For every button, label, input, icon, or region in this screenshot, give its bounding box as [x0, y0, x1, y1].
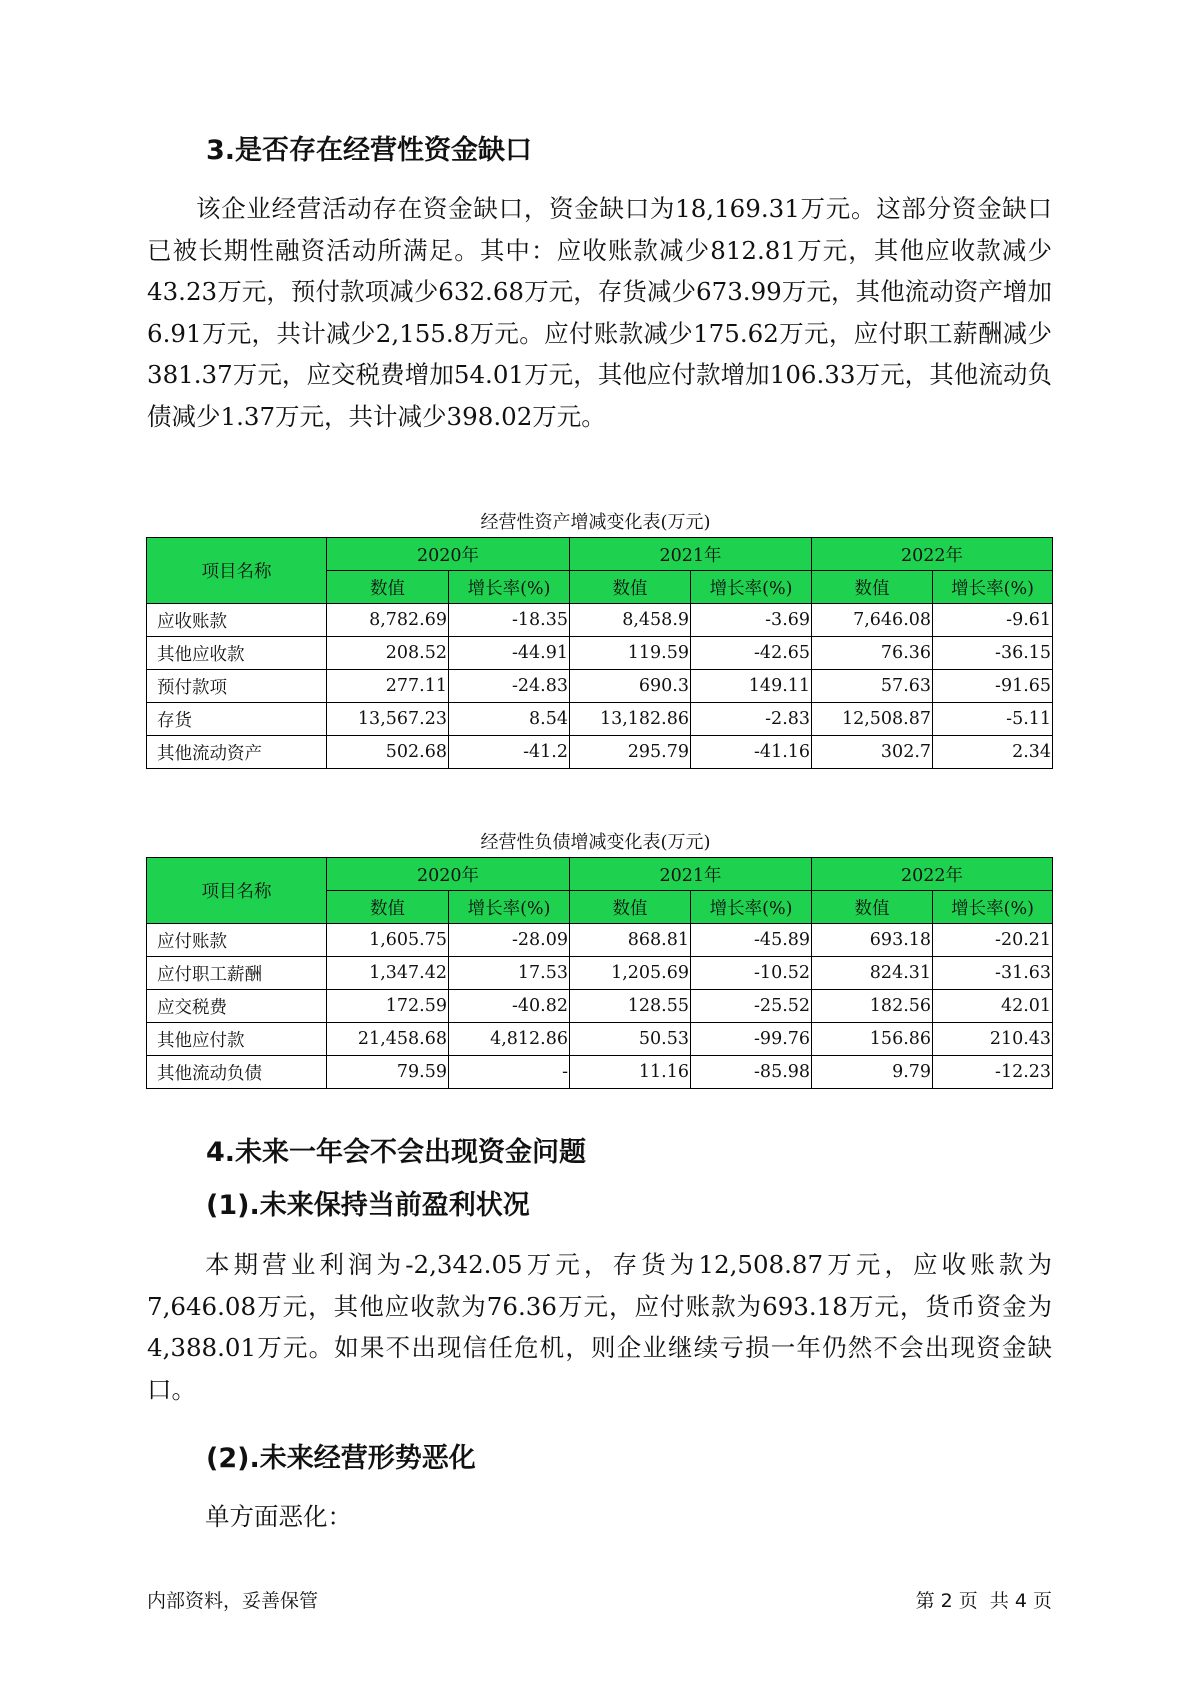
header-item-name: 项目名称	[147, 538, 327, 604]
header-year-2020: 2020年	[327, 858, 570, 891]
value-2021: 13,182.86	[570, 703, 691, 736]
growth-2020: 17.53	[449, 957, 570, 990]
header-item-name: 项目名称	[147, 858, 327, 924]
row-name: 应付账款	[147, 924, 327, 957]
row-name: 其他流动资产	[147, 736, 327, 769]
growth-2022: -36.15	[933, 637, 1053, 670]
value-2020: 8,782.69	[327, 604, 449, 637]
row-name: 应收账款	[147, 604, 327, 637]
value-2020: 1,347.42	[327, 957, 449, 990]
value-2021: 868.81	[570, 924, 691, 957]
value-2022: 156.86	[812, 1023, 933, 1056]
value-2022: 12,508.87	[812, 703, 933, 736]
value-2020: 79.59	[327, 1056, 449, 1089]
header-growth: 增长率(%)	[449, 891, 570, 924]
value-2020: 208.52	[327, 637, 449, 670]
growth-2020: -40.82	[449, 990, 570, 1023]
asset-table	[146, 537, 1053, 769]
table-row	[147, 1056, 1053, 1089]
growth-2021: -45.89	[691, 924, 812, 957]
growth-2021: -42.65	[691, 637, 812, 670]
table-row	[147, 670, 1053, 703]
value-2021: 8,458.9	[570, 604, 691, 637]
value-2022: 9.79	[812, 1056, 933, 1089]
growth-2020: -24.83	[449, 670, 570, 703]
value-2021: 690.3	[570, 670, 691, 703]
section-4-2-paragraph: 单方面恶化：	[205, 1502, 352, 1531]
value-2020: 1,605.75	[327, 924, 449, 957]
section-4-2-heading: (2).未来经营形势恶化	[206, 1443, 476, 1474]
asset-table-caption: 经营性资产增减变化表(万元)	[480, 512, 711, 533]
growth-2021: -2.83	[691, 703, 812, 736]
growth-2020: -	[449, 1056, 570, 1089]
header-value: 数值	[327, 891, 449, 924]
value-2022: 182.56	[812, 990, 933, 1023]
header-growth: 增长率(%)	[449, 571, 570, 604]
row-name: 其他应付款	[147, 1023, 327, 1056]
table-row	[147, 703, 1053, 736]
table-row	[147, 957, 1053, 990]
growth-2021: -41.16	[691, 736, 812, 769]
growth-2021: -85.98	[691, 1056, 812, 1089]
footer-page-number: 第 2 页 共 4 页	[915, 1590, 1052, 1612]
growth-2022: -9.61	[933, 604, 1053, 637]
table-row	[147, 736, 1053, 769]
growth-2022: -12.23	[933, 1056, 1053, 1089]
growth-2021: -99.76	[691, 1023, 812, 1056]
row-name: 应付职工薪酬	[147, 957, 327, 990]
liability-table	[146, 857, 1053, 1089]
growth-2020: -44.91	[449, 637, 570, 670]
section-4-heading: 4.未来一年会不会出现资金问题	[206, 1137, 587, 1168]
growth-2022: -91.65	[933, 670, 1053, 703]
growth-2022: -31.63	[933, 957, 1053, 990]
footer-confidential-note: 内部资料，妥善保管	[147, 1590, 319, 1612]
header-year-2020: 2020年	[327, 538, 570, 571]
value-2021: 128.55	[570, 990, 691, 1023]
value-2021: 50.53	[570, 1023, 691, 1056]
value-2020: 277.11	[327, 670, 449, 703]
header-growth: 增长率(%)	[691, 891, 812, 924]
liability-table-caption: 经营性负债增减变化表(万元)	[480, 832, 711, 853]
value-2020: 172.59	[327, 990, 449, 1023]
header-growth: 增长率(%)	[691, 571, 812, 604]
row-name: 其他应收款	[147, 637, 327, 670]
header-value: 数值	[570, 891, 691, 924]
growth-2021: 149.11	[691, 670, 812, 703]
section-3-heading: 3.是否存在经营性资金缺口	[206, 135, 533, 166]
value-2022: 7,646.08	[812, 604, 933, 637]
value-2021: 295.79	[570, 736, 691, 769]
table-row	[147, 637, 1053, 670]
growth-2020: 4,812.86	[449, 1023, 570, 1056]
header-year-2021: 2021年	[570, 538, 812, 571]
section-4-1-heading: (1).未来保持当前盈利状况	[206, 1190, 530, 1221]
header-year-2022: 2022年	[812, 858, 1053, 891]
value-2022: 693.18	[812, 924, 933, 957]
row-name: 其他流动负债	[147, 1056, 327, 1089]
growth-2021: -10.52	[691, 957, 812, 990]
value-2022: 57.63	[812, 670, 933, 703]
growth-2021: -3.69	[691, 604, 812, 637]
growth-2022: -20.21	[933, 924, 1053, 957]
header-value: 数值	[812, 571, 933, 604]
growth-2022: 42.01	[933, 990, 1053, 1023]
value-2021: 11.16	[570, 1056, 691, 1089]
growth-2022: 2.34	[933, 736, 1053, 769]
growth-2020: -18.35	[449, 604, 570, 637]
growth-2022: -5.11	[933, 703, 1053, 736]
value-2021: 119.59	[570, 637, 691, 670]
table-row	[147, 924, 1053, 957]
header-value: 数值	[812, 891, 933, 924]
growth-2020: -41.2	[449, 736, 570, 769]
header-value: 数值	[570, 571, 691, 604]
value-2020: 21,458.68	[327, 1023, 449, 1056]
table-row	[147, 990, 1053, 1023]
growth-2022: 210.43	[933, 1023, 1053, 1056]
header-value: 数值	[327, 571, 449, 604]
row-name: 存货	[147, 703, 327, 736]
row-name: 预付款项	[147, 670, 327, 703]
value-2020: 502.68	[327, 736, 449, 769]
value-2022: 824.31	[812, 957, 933, 990]
growth-2020: -28.09	[449, 924, 570, 957]
header-growth: 增长率(%)	[933, 571, 1053, 604]
section-3-paragraph: 该企业经营活动存在资金缺口，资金缺口为18,169.31万元。这部分资金缺口已被长期性融资活动所满足。其中：应收账款减少812.81万元，其他应收款减少43.23万元，预付款项减少632.68万元，存货减少673.99万元，其他流动资产增加6.91万元，共计减少2,155.8万元。应付账款减少175.62万元，应付职工薪酬减少381.37万元，应交税费增加54.01万元，其他应付款增加106.33万元，其他流动负债减少1.37万元，共计减少398.02万元。	[147, 194, 1052, 431]
value-2022: 76.36	[812, 637, 933, 670]
header-growth: 增长率(%)	[933, 891, 1053, 924]
row-name: 应交税费	[147, 990, 327, 1023]
growth-2020: 8.54	[449, 703, 570, 736]
table-row	[147, 604, 1053, 637]
table-row	[147, 1023, 1053, 1056]
section-4-1-paragraph: 本期营业利润为-2,342.05万元，存货为12,508.87万元，应收账款为7,646.08万元，其他应收款为76.36万元，应付账款为693.18万元，货币资金为4,388.01万元。如果不出现信任危机，则企业继续亏损一年仍然不会出现资金缺口。	[147, 1250, 1052, 1404]
value-2021: 1,205.69	[570, 957, 691, 990]
value-2022: 302.7	[812, 736, 933, 769]
value-2020: 13,567.23	[327, 703, 449, 736]
growth-2021: -25.52	[691, 990, 812, 1023]
header-year-2021: 2021年	[570, 858, 812, 891]
header-year-2022: 2022年	[812, 538, 1053, 571]
